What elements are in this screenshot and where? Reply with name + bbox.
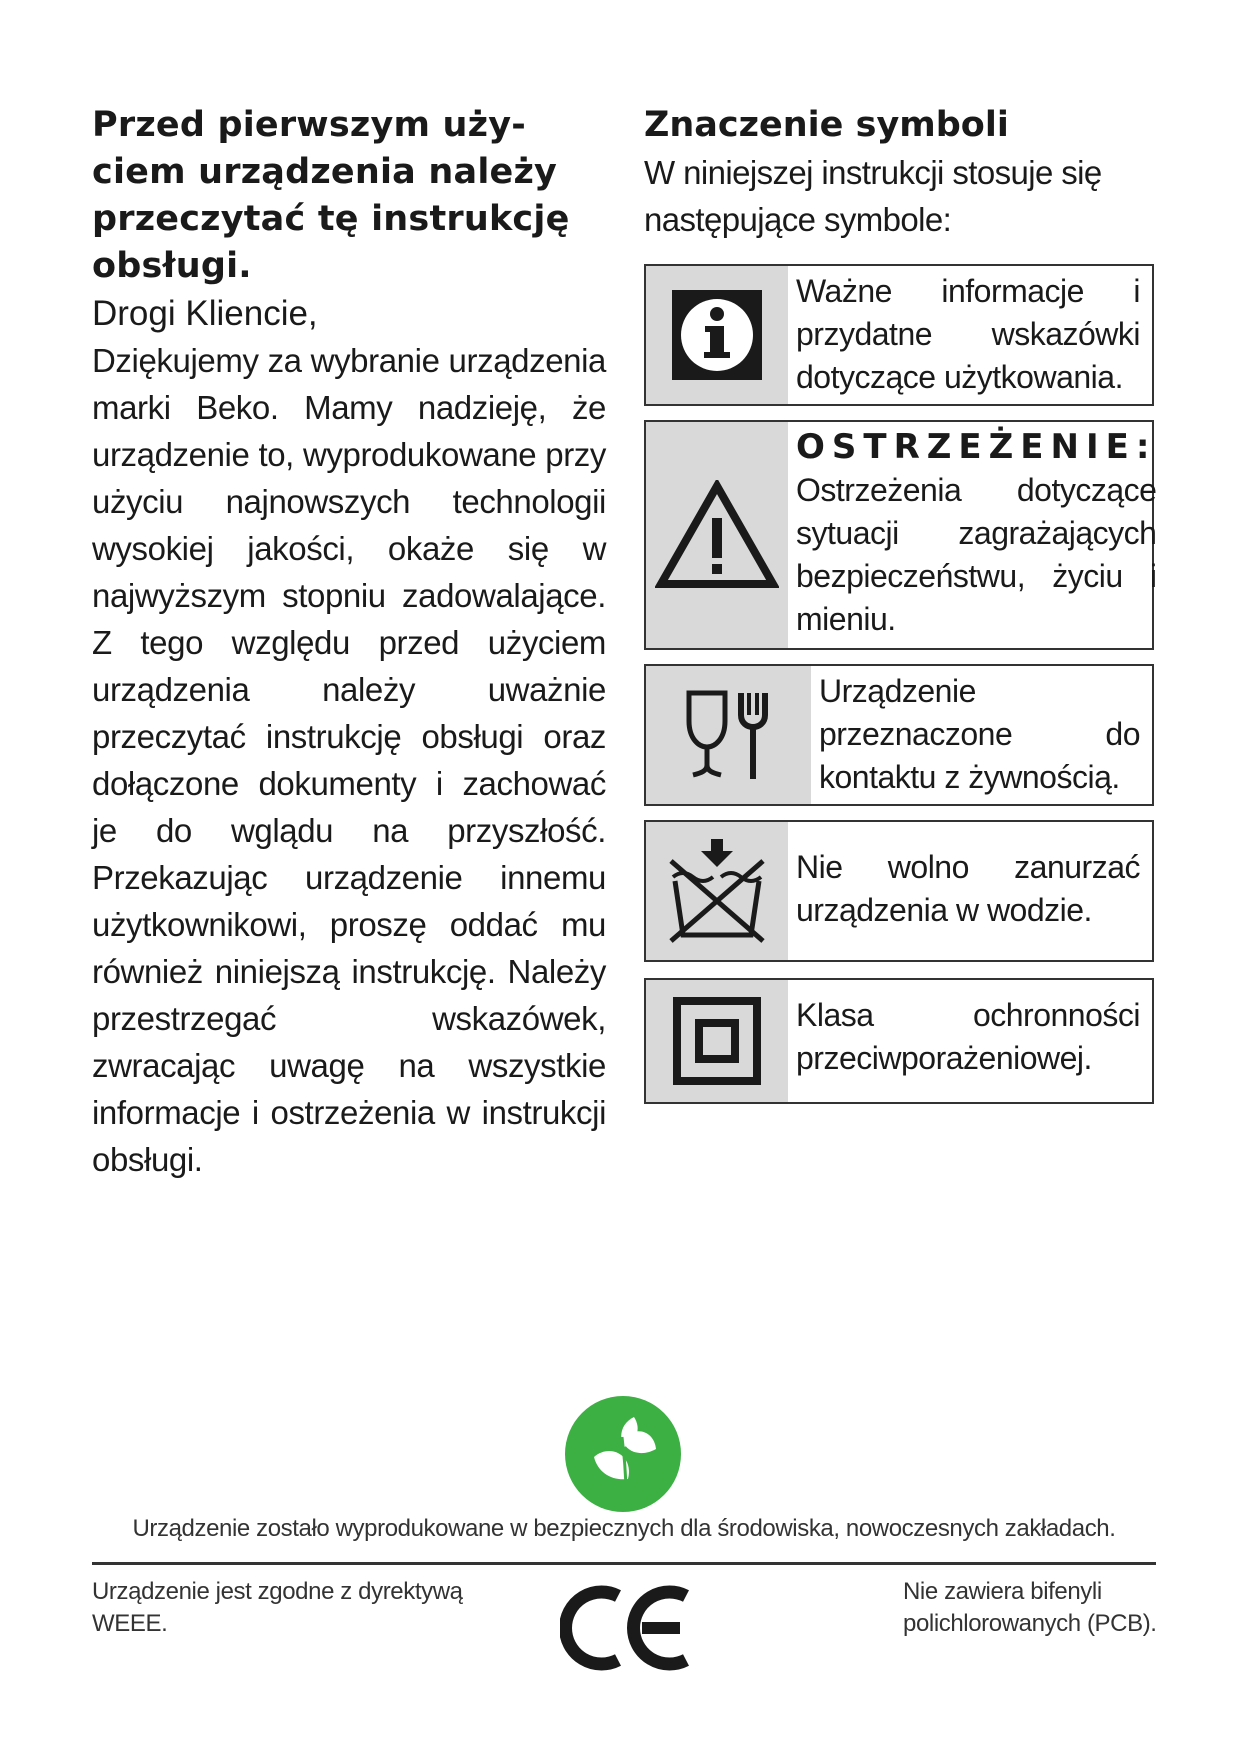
no-immerse-icon (646, 822, 788, 960)
heading-line: ciem urządzenia należy (92, 152, 558, 192)
intro-body-text: Dziękujemy za wybranie urządzenia marki Beko. Mamy nadzieję, że urządzenie to, wyprodukowane przy użyciu najnowszych technologii wysokiej jakości, okaże się w najwyższym stopniu zadowalające. Z tego względu przed użyciem urządzenia należy uważnie przeczytać instrukcję obsługi oraz dołączone dokumenty i zachować je do wglądu na przyszłość. Przekazując urządzenie innemu użytkownikowi, proszę oddać mu również niniejszą instrukcję. Należy przestrzegać wskazówek, zwracając uwagę na wszystkie informacje i ostrzeżenia w instrukcji obsługi. (92, 342, 606, 1178)
pcb-statement: Nie zawiera bifenyli polichlorowanych (PCB). (903, 1578, 1157, 1637)
ce-mark-icon (560, 1582, 692, 1674)
symbol-box-info (644, 264, 1154, 406)
symbol-text: Klasa ochronności przeciwporażeniowej. (796, 997, 1140, 1076)
symbol-text-block (788, 422, 1168, 648)
footer-divider (92, 1562, 1156, 1565)
warning-heading: OSTRZEŻENIE: (796, 427, 1157, 467)
symbol-box-double-insulation (644, 978, 1154, 1104)
symbols-intro: W niniejszej instrukcji stosuje się następujące symbole: (644, 154, 1102, 238)
eco-leaf-icon (564, 1395, 682, 1513)
info-icon (646, 266, 788, 404)
greeting: Drogi Kliencie, (92, 294, 318, 333)
symbol-text: Nie wolno zanurzać urządzenia w wodzie. (796, 849, 1140, 928)
page-heading (92, 102, 606, 290)
food-safe-icon (646, 666, 811, 804)
heading-line: obsługi. (92, 246, 252, 286)
warning-icon (646, 422, 788, 648)
heading-line: Przed pierwszym uży- (92, 105, 526, 145)
symbol-box-warning (644, 420, 1157, 650)
symbol-text: Ostrzeżenia dotyczące sytuacji zagrażających bezpieczeństwu, życiu i mieniu. (796, 472, 1157, 637)
heading-line: przeczytać tę instrukcję (92, 199, 570, 239)
symbols-title: Znaczenie symboli (644, 105, 1009, 145)
weee-statement: Urządzenie jest zgodne z dyrektywą WEEE. (92, 1578, 463, 1637)
symbols-column (644, 102, 1157, 1076)
symbol-text: Ważne informacje i przydatne wskazówki dotyczące użytkowania. (796, 273, 1140, 395)
intro-column (92, 102, 606, 1183)
symbol-box-no-immerse (644, 820, 1154, 962)
double-insulation-icon (646, 980, 788, 1102)
symbol-text: Urządzenie przeznaczone do kontaktu z żywnością. (819, 673, 1140, 795)
eco-statement: Urządzenie zostało wyprodukowane w bezpiecznych dla środowiska, nowoczesnych zakładach. (132, 1515, 1116, 1542)
symbol-box-food-safe (644, 664, 1154, 806)
